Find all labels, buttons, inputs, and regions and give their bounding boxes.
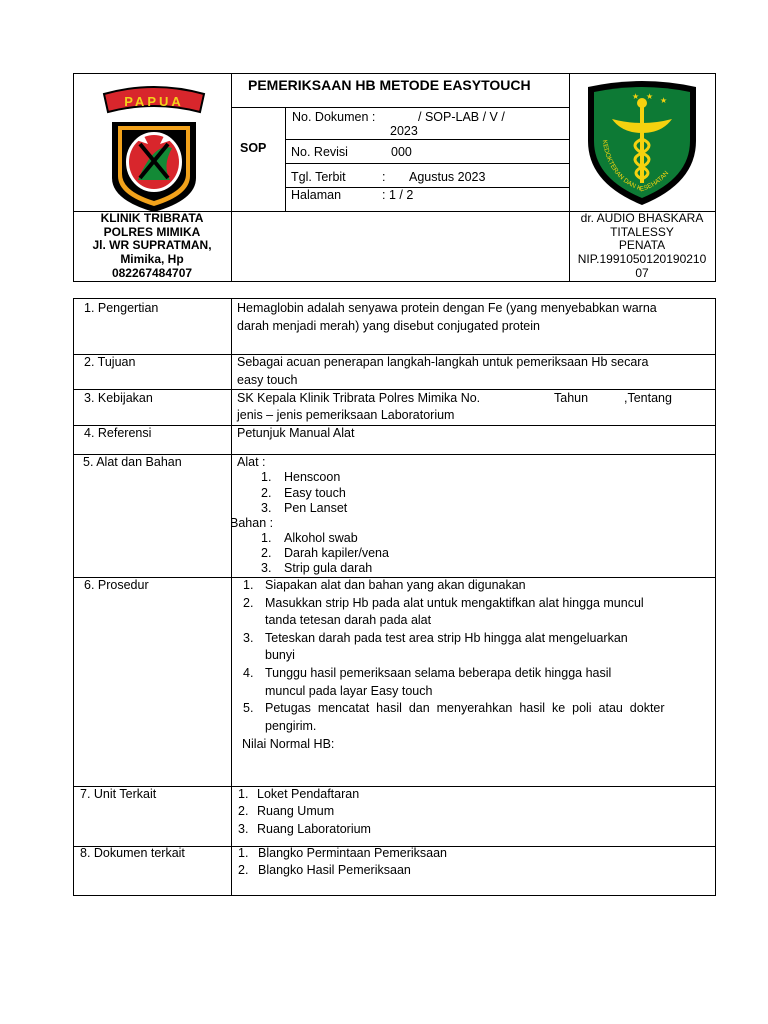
halaman-label: Halaman [291, 188, 342, 202]
unit-item: Loket Pendaftaran [257, 787, 360, 801]
tgl-terbit-label: Tgl. Terbit [291, 170, 346, 184]
section-label-prosedur: 6. Prosedur [84, 578, 149, 592]
list-item: 1. [238, 787, 249, 801]
list-item: 5. [243, 701, 254, 715]
list-item: 1. [261, 470, 272, 484]
list-item: 2. [238, 804, 249, 818]
unit-item: Ruang Umum [257, 804, 335, 818]
signer-line: NIP.1991050120190210 [577, 252, 707, 267]
prosedur-step: bunyi [265, 648, 295, 662]
list-item: 1. [243, 578, 254, 592]
kebijakan-text: Tahun [554, 391, 589, 405]
section-label-unit-terkait: 7. Unit Terkait [80, 787, 157, 801]
signer-block [568, 212, 716, 281]
clinic-address [74, 212, 230, 281]
section-label-tujuan: 2. Tujuan [84, 355, 136, 369]
no-dokumen-label: No. Dokumen : [292, 110, 376, 124]
list-item: 2. [261, 486, 272, 500]
logo-banner-text: PAPUA [124, 94, 184, 109]
alat-item: Easy touch [284, 486, 346, 500]
prosedur-step: pengirim. [265, 719, 317, 733]
no-dokumen-value-year: 2023 [390, 124, 418, 138]
halaman-value: : 1 / 2 [382, 188, 414, 202]
prosedur-step: Petugas mencatat hasil dan menyerahkan hasil ke poli atau dokter [265, 701, 665, 715]
dokumen-item: Blangko Hasil Pemeriksaan [258, 863, 411, 877]
alat-title: Alat : [237, 455, 266, 469]
signer-line: PENATA [618, 238, 666, 253]
list-item: 4. [243, 666, 254, 680]
section-label-pengertian: 1. Pengertian [84, 301, 159, 315]
svg-text:★: ★ [646, 92, 654, 101]
nilai-normal-label: Nilai Normal HB: [242, 737, 335, 751]
list-item: 3. [261, 561, 272, 575]
alat-item: Pen Lanset [284, 501, 348, 515]
kedokteran-kesehatan-logo [584, 79, 700, 207]
prosedur-step: Tunggu hasil pemeriksaan selama beberapa detik hingga hasil [265, 666, 612, 680]
prosedur-step: Masukkan strip Hb pada alat untuk mengaktifkan alat hingga muncul [265, 596, 644, 610]
clinic-line: KLINIK TRIBRATA [100, 211, 204, 225]
referensi-text: Petunjuk Manual Alat [237, 426, 355, 440]
clinic-line: Jl. WR SUPRATMAN, [92, 238, 212, 253]
section-label-kebijakan: 3. Kebijakan [84, 391, 153, 405]
section-label-alat-bahan: 5. Alat dan Bahan [83, 455, 182, 469]
list-item: 3. [261, 501, 272, 515]
svg-text:★: ★ [660, 96, 668, 105]
signer-line: TITALESSY [610, 224, 674, 239]
list-item: 1. [261, 531, 272, 545]
tujuan-text: easy touch [237, 373, 298, 387]
no-revisi-value: 000 [391, 145, 412, 159]
bahan-item: Strip gula darah [284, 561, 373, 575]
prosedur-step: Siapakan alat dan bahan yang akan digunakan [265, 578, 526, 592]
tujuan-text: Sebagai acuan penerapan langkah-langkah untuk pemeriksaan Hb secara [237, 355, 649, 369]
sop-label: SOP [240, 141, 267, 155]
list-item: 2. [238, 863, 249, 877]
dokumen-item: Blangko Permintaan Pemeriksaan [258, 846, 447, 860]
list-item: 3. [243, 631, 254, 645]
signer-line: 07 [635, 265, 649, 280]
list-item: 1. [238, 846, 249, 860]
bahan-title: Bahan : [230, 516, 274, 530]
signer-line: dr. AUDIO BHASKARA [580, 211, 704, 225]
kebijakan-text: jenis – jenis pemeriksaan Laboratorium [237, 408, 455, 422]
no-dokumen-value: / SOP-LAB / V / [418, 110, 505, 124]
clinic-line: 082267484707 [111, 265, 193, 280]
prosedur-step: muncul pada layar Easy touch [265, 684, 433, 698]
unit-item: Ruang Laboratorium [257, 822, 371, 836]
clinic-line: POLRES MIMIKA [103, 224, 201, 239]
kebijakan-text: SK Kepala Klinik Tribrata Polres Mimika No. [237, 391, 481, 405]
tgl-terbit-sep: : [382, 170, 386, 184]
list-item: 2. [261, 546, 272, 560]
section-label-dokumen-terkait: 8. Dokumen terkait [80, 846, 185, 860]
alat-item: Henscoon [284, 470, 341, 484]
document-title: PEMERIKSAAN HB METODE EASYTOUCH [248, 77, 531, 93]
bahan-item: Alkohol swab [284, 531, 358, 545]
section-label-referensi: 4. Referensi [84, 426, 152, 440]
bahan-item: Darah kapiler/vena [284, 546, 389, 560]
pengertian-text: darah menjadi merah) yang disebut conjugated protein [237, 319, 540, 333]
prosedur-step: Teteskan darah pada test area strip Hb hingga alat mengeluarkan [265, 631, 628, 645]
svg-text:★: ★ [632, 92, 640, 101]
clinic-line: Mimika, Hp [120, 252, 184, 267]
tgl-terbit-value: Agustus 2023 [409, 170, 486, 184]
no-revisi-label: No. Revisi [291, 145, 348, 159]
prosedur-step: tanda tetesan darah pada alat [265, 613, 432, 627]
logo-ring-text: KEDOKTERAN DAN KESEHATAN [600, 139, 671, 194]
kebijakan-text: ,Tentang [624, 391, 672, 405]
list-item: 3. [238, 822, 249, 836]
papua-police-logo [98, 82, 210, 214]
pengertian-text: Hemaglobin adalah senyawa protein dengan Fe (yang menyebabkan warna [237, 301, 657, 315]
list-item: 2. [243, 596, 254, 610]
